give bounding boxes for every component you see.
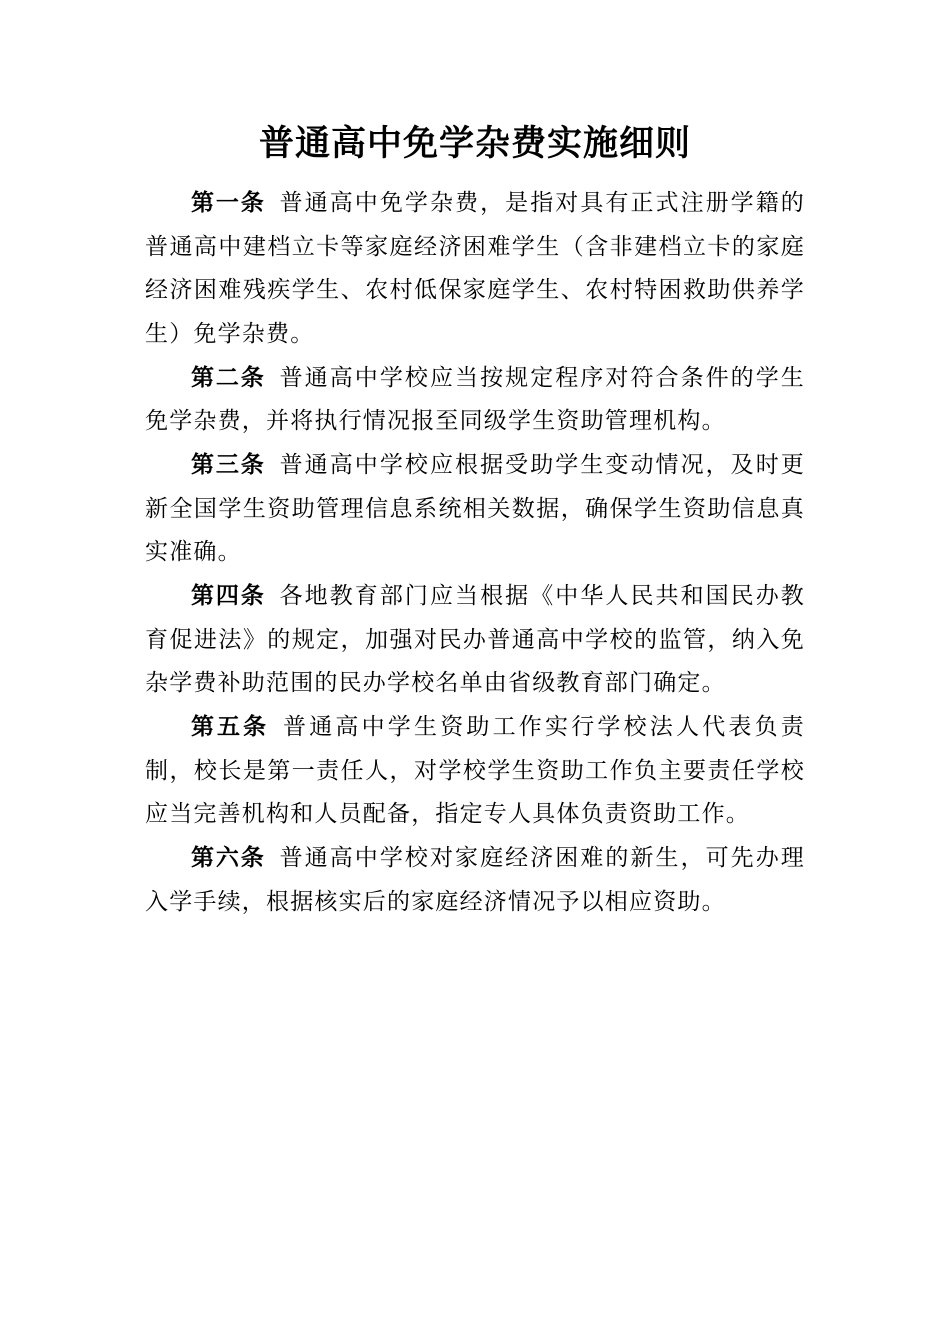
article-text: 普通高中学校应当按规定程序对符合条件的学生免学杂费，并将执行情况报至同级学生资助管理机构。	[145, 364, 806, 434]
document-title: 普通高中免学杂费实施细则	[258, 123, 691, 164]
article-3	[145, 444, 805, 575]
article-1	[145, 182, 805, 356]
document-body	[145, 182, 805, 924]
article-text: 各地教育部门应当根据《中华人民共和国民办教育促进法》的规定，加强对民办普通高中学校的监管，纳入免杂学费补助范围的民办学校名单由省级教育部门确定。	[145, 583, 806, 696]
article-4	[145, 575, 805, 706]
article-number: 第三条	[191, 452, 266, 478]
article-text: 普通高中学校对家庭经济困难的新生，可先办理入学手续，根据核实后的家庭经济情况予以相应资助。	[145, 845, 806, 915]
article-text: 普通高中学校应根据受助学生变动情况，及时更新全国学生资助管理信息系统相关数据，确保学生资助信息真实准确。	[145, 452, 806, 565]
article-number: 第二条	[191, 364, 266, 391]
article-number: 第六条	[191, 845, 266, 871]
article-text: 普通高中免学杂费，是指对具有正式注册学籍的普通高中建档立卡等家庭经济困难学生（含非建档立卡的家庭经济困难残疾学生、农村低保家庭学生、农村特困救助供养学生）免学杂费。	[145, 190, 806, 347]
article-2	[145, 357, 805, 444]
article-text: 普通高中学生资助工作实行学校法人代表负责制，校长是第一责任人，对学校学生资助工作负主要责任学校应当完善机构和人员配备，指定专人具体负责资助工作。	[145, 714, 805, 827]
article-number: 第一条	[191, 190, 266, 216]
article-number: 第四条	[191, 583, 266, 609]
article-5	[145, 706, 805, 837]
article-6	[145, 837, 805, 924]
article-number: 第五条	[191, 714, 269, 740]
